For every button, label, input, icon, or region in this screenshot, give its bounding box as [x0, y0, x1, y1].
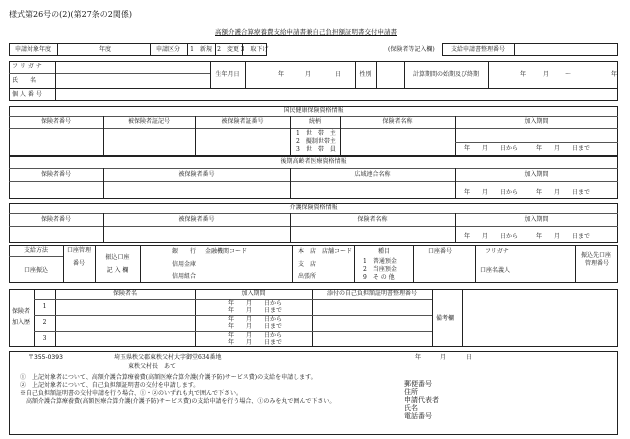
period-label: 計算期間の始期及び終期 [412, 70, 479, 78]
personal-number-label: 個 人 番 号 [12, 90, 42, 98]
kokuho-period-text: 年 月 日から 年 月 日まで [464, 145, 591, 152]
kokuho-title: 国民健康保険資格情報 [283, 107, 344, 114]
kaigo-title: 介護保険資格情報 [289, 204, 338, 211]
kouki-period-text: 年 月 日から 年 月 日まで [464, 189, 591, 196]
row1-to: 年 月 日まで [228, 307, 283, 314]
row2-from: 年 月 日から [228, 316, 283, 323]
payment-number-label: 支給申請書整理番号 [450, 45, 505, 53]
kokuho-col-insurer-name: 保険者名称 [382, 118, 413, 125]
holder-furigana-label: フリガナ [485, 248, 509, 255]
kokuho-col-relation: 続柄 [308, 118, 321, 125]
period-year-unit: 年 [520, 71, 527, 78]
account-type-label: 種目 [378, 248, 391, 255]
field-address: 住所 [404, 388, 418, 396]
shinkumi-option[interactable]: 信用組合 [172, 273, 197, 280]
bank-code-label: 金融機関コード [205, 248, 248, 255]
note-1: ① 上記対象者について、高額介護合算療養費(高額医療合算介護(介護予防)サービス費)の支給を申請します。 [20, 374, 317, 381]
payment-method-label: 支給方法 [23, 246, 48, 254]
kouki-title: 後期高齢者医療資格情報 [280, 158, 347, 165]
dob-day-unit: 日 [335, 71, 342, 78]
field-phone: 電話番号 [404, 412, 432, 420]
year-suffix: 年度 [98, 45, 111, 53]
sex-label: 性別 [359, 70, 372, 78]
dob-month-unit: 月 [305, 71, 312, 78]
address: 埼玉県秩父郡東秩父村大字御堂634番地 [114, 354, 222, 361]
furigana-label: フ リ ガ ナ [12, 63, 42, 70]
note-3: ※自己負担額証明書の交付申請を行う場合、①・②のいずれも丸で囲んで下さい。 [20, 390, 243, 397]
type-other[interactable]: 9 そ の 他 [363, 274, 395, 281]
kaigo-col-insurer-name: 保険者名称 [357, 215, 388, 223]
history-col-cert: 添付の自己負担額証明書整理番号 [326, 290, 417, 297]
transfer-entry-line2: 記 入 欄 [106, 267, 129, 274]
furigana-input[interactable] [56, 62, 209, 73]
branch-main-option[interactable]: 本 店 [298, 248, 317, 255]
period-tilde: ～ [565, 71, 572, 78]
row3-from: 年 月 日から [228, 332, 283, 339]
type-current[interactable]: 2 当座預金 [363, 266, 397, 273]
shinkin-option[interactable]: 信用金庫 [172, 261, 197, 268]
kaigo-period-text: 年 月 日から 年 月 日まで [464, 233, 591, 240]
mgmt-number-line2: 管理番号 [585, 260, 610, 267]
target-year-input[interactable] [58, 44, 98, 55]
kaigo-col-number: 被保険者番号 [178, 215, 215, 223]
kouki-col-number: 被保険者番号 [178, 170, 215, 178]
history-col-period: 加入期間 [241, 290, 266, 297]
category-new[interactable]: 1 新規 [190, 45, 212, 53]
recipient: 東秩父村長 あて [128, 363, 177, 370]
mgmt-number-line1: 振込先口座 [581, 252, 612, 259]
field-name: 氏名 [404, 404, 418, 412]
row3-to: 年 月 日まで [228, 339, 283, 346]
branch-option[interactable]: 支 店 [298, 261, 317, 268]
history-row-2: 2 [42, 319, 47, 326]
branch-office-option[interactable]: 出張所 [298, 273, 317, 280]
account-number-label: 口座番号 [428, 248, 453, 255]
kokuho-col-number: 被保険者証番号 [221, 118, 264, 125]
account-mgmt-number-label: 番号 [72, 260, 85, 267]
form-title: 高額介護合算療養費支給申請書兼自己負担額証明書交付申請書 [215, 28, 397, 36]
row2-to: 年 月 日まで [228, 323, 283, 330]
history-row-3: 3 [42, 335, 47, 342]
kouki-col-union: 広域連合名称 [354, 170, 391, 178]
history-col-insurer-name: 保険者名 [112, 290, 137, 297]
relation-head[interactable]: 1 世 帯 主 [296, 130, 336, 137]
branch-code-label: 店舗コード [322, 248, 353, 255]
relation-member[interactable]: 3 世 帯 員 [296, 146, 336, 153]
period-month-unit: 月 [543, 71, 550, 78]
field-postal: 郵便番号 [404, 380, 432, 388]
kokuho-col-insurer: 保険者番号 [40, 118, 71, 125]
kaigo-col-period: 加入期間 [524, 215, 549, 223]
insurer-note: (保険者等記入欄) [388, 46, 435, 53]
target-year-label: 申請対象年度 [14, 45, 51, 53]
dob-year-unit: 年 [278, 71, 285, 78]
applicant-input-area[interactable] [440, 380, 610, 422]
kaigo-col-insurer: 保険者番号 [40, 215, 71, 223]
relation-pseudo-head[interactable]: 2 擬制世帯主 [296, 138, 336, 145]
payment-number-input[interactable] [515, 44, 617, 55]
history-row-1: 1 [42, 303, 47, 310]
category-change[interactable]: 2 変更 [217, 45, 239, 53]
kouki-col-period: 加入期間 [524, 170, 549, 178]
history-side-label2: 加入歴 [12, 319, 31, 326]
name-input[interactable] [56, 74, 209, 88]
note-4: 高額介護合算療養費(高額医療合算介護(介護予防)サービス費)の支給申請を行う場合、①のみを丸で囲んで下さい。 [20, 398, 336, 405]
note-2: ② 上記対象者について、自己負担額証明書の交付を申請します。 [20, 382, 200, 389]
date-month-unit: 月 [440, 354, 447, 361]
field-representative: 申請代表者 [404, 396, 439, 404]
category-withdraw[interactable]: 3 取下げ [240, 45, 269, 53]
kokuho-col-symbol: 被保険者証記号 [127, 118, 170, 125]
account-mgmt-label: 口座管理 [66, 247, 91, 254]
kouki-col-insurer: 保険者番号 [40, 170, 71, 178]
holder-label: 口座名義人 [480, 267, 511, 274]
remarks-label: 備考欄 [436, 315, 455, 322]
transfer-entry-line1: 振込口座 [105, 254, 130, 261]
personal-number-input[interactable] [56, 89, 617, 101]
name-label: 氏 名 [12, 76, 37, 84]
history-side-label1: 保険者 [12, 308, 31, 315]
form-number: 様式第26号の(2)(第27条の2関係) [9, 10, 133, 19]
kokuho-col-period: 加入期間 [524, 118, 549, 125]
category-label: 申請区分 [155, 45, 180, 53]
account-transfer-option[interactable]: 口座振込 [23, 266, 48, 274]
period-end-year-unit: 年 [611, 71, 618, 78]
bank-option[interactable]: 銀 行 [172, 248, 197, 255]
dob-label: 生年月日 [215, 70, 240, 78]
type-ordinary[interactable]: 1 普通預金 [363, 258, 397, 265]
postal-code: 〒355-0393 [28, 354, 63, 361]
date-day-unit: 日 [466, 354, 473, 361]
date-year-unit: 年 [415, 354, 422, 361]
row1-from: 年 月 日から [228, 300, 283, 307]
